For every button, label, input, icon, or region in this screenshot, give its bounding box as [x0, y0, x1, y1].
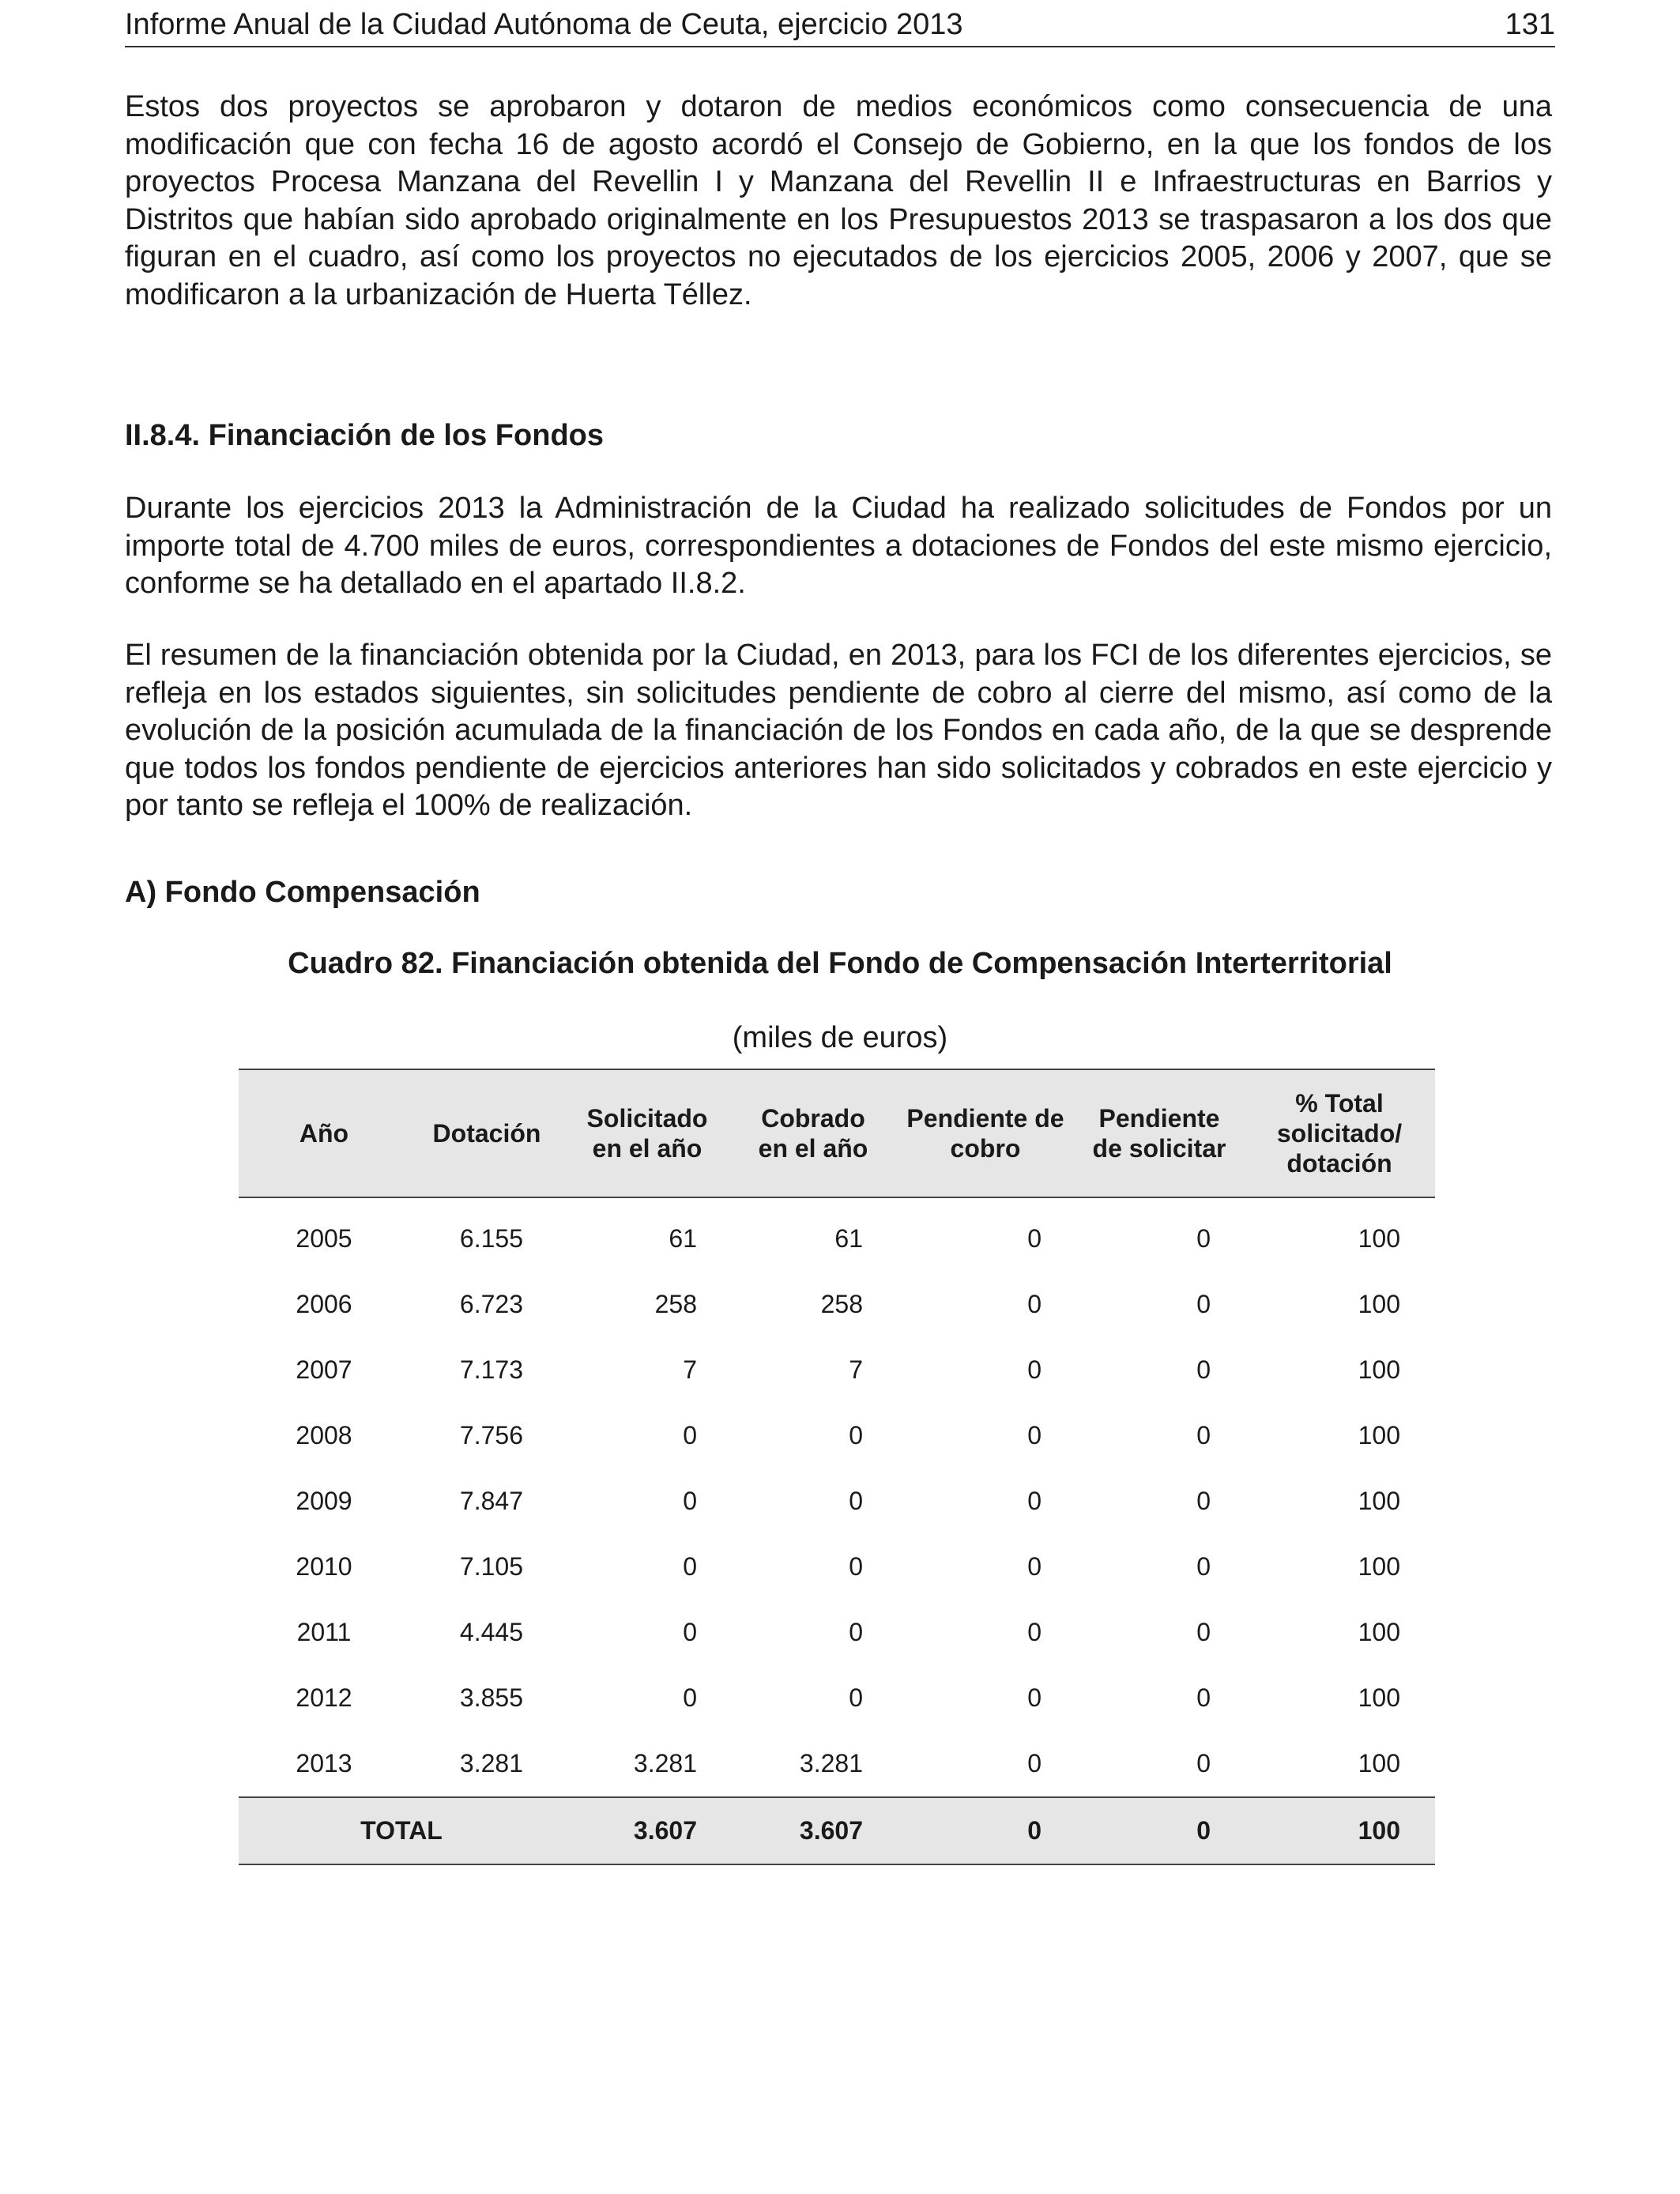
- table-row: [239, 1337, 1435, 1403]
- cell-porcentaje: 100: [1358, 1421, 1400, 1449]
- cell-cobrado: 0: [849, 1552, 863, 1581]
- cell-pendiente-solicitar: 0: [1196, 1290, 1211, 1318]
- table-row: [239, 1403, 1435, 1468]
- cell-year: 2006: [296, 1290, 352, 1318]
- cell-year: 2012: [296, 1683, 352, 1712]
- cell-porcentaje: 100: [1358, 1552, 1400, 1581]
- col-header-year: Año: [239, 1069, 409, 1197]
- cell-year: 2013: [296, 1749, 352, 1777]
- cell-cobrado: 61: [834, 1224, 863, 1253]
- total-pendiente-solicitar: 0: [1075, 1797, 1244, 1864]
- table-row: [239, 1272, 1435, 1337]
- cell-pendiente-solicitar: 0: [1196, 1683, 1211, 1712]
- cell-dotacion: 3.281: [459, 1749, 523, 1777]
- table-caption: Cuadro 82. Financiación obtenida del Fondo de Compensación Interterritorial: [288, 947, 1392, 980]
- table-row: [239, 1600, 1435, 1665]
- paragraph-projects: Estos dos proyectos se aprobaron y dotaron de medios económicos como consecuencia de una modificación que con fecha 16 de agosto acordó el Consejo de Gobierno, en la que los fondos de los proyectos Procesa Manzana del Revellin I y Manzana del Revellin II e Infraestructuras en Barrios y Distritos que habían sido aprobado originalmente en los Presupuestos 2013 se traspasaron a los dos que figuran en el cuadro, así como los proyectos no ejecutados de los ejercicios 2005, 2006 y 2007, que se modificaron a la urbanización de Huerta Téllez.: [125, 90, 1552, 311]
- cell-solicitado: 0: [683, 1552, 697, 1581]
- cell-pendiente-solicitar: 0: [1196, 1487, 1211, 1515]
- cell-pendiente-solicitar: 0: [1196, 1355, 1211, 1384]
- col-header-pendiente-cobro: Pendiente de cobro: [896, 1069, 1075, 1197]
- cell-pendiente-cobro: 0: [1027, 1749, 1042, 1777]
- cell-year: 2009: [296, 1487, 352, 1515]
- total-label: TOTAL: [239, 1797, 564, 1864]
- col-header-pendiente-solicitar: Pendiente de solicitar: [1075, 1069, 1244, 1197]
- page-number: 131: [1505, 8, 1555, 41]
- cell-cobrado: 3.281: [799, 1749, 863, 1777]
- cell-cobrado: 0: [849, 1618, 863, 1646]
- paragraph-summary: El resumen de la financiación obtenida por la Ciudad, en 2013, para los FCI de los diferentes ejercicios, se refleja en los estados siguientes, sin solicitudes pendiente de cobro al cierre del mismo, así como de la evolución de la posición acumulada de la financiación de los Fondos en cada año, de la que se desprende que todos los fondos pendiente de ejercicios anteriores han sido solicitados y cobrados en este ejercicio y por tanto se refleja el 100% de realización.: [125, 639, 1552, 822]
- cell-porcentaje: 100: [1358, 1224, 1400, 1253]
- cell-cobrado: 7: [849, 1355, 863, 1384]
- cell-solicitado: 0: [683, 1618, 697, 1646]
- cell-porcentaje: 100: [1358, 1618, 1400, 1646]
- cell-pendiente-cobro: 0: [1027, 1683, 1042, 1712]
- cell-porcentaje: 100: [1358, 1749, 1400, 1777]
- cell-pendiente-solicitar: 0: [1196, 1224, 1211, 1253]
- cell-solicitado: 0: [683, 1487, 697, 1515]
- cell-cobrado: 0: [849, 1421, 863, 1449]
- cell-year: 2007: [296, 1355, 352, 1384]
- cell-porcentaje: 100: [1358, 1290, 1400, 1318]
- table-row: [239, 1468, 1435, 1534]
- cell-porcentaje: 100: [1358, 1355, 1400, 1384]
- cell-dotacion: 7.173: [459, 1355, 523, 1384]
- cell-solicitado: 61: [669, 1224, 697, 1253]
- table-row: [239, 1665, 1435, 1731]
- cell-porcentaje: 100: [1358, 1487, 1400, 1515]
- cell-solicitado: 3.281: [633, 1749, 697, 1777]
- cell-year: 2008: [296, 1421, 352, 1449]
- cell-dotacion: 6.723: [459, 1290, 523, 1318]
- cell-dotacion: 4.445: [459, 1618, 523, 1646]
- table-row: [239, 1197, 1435, 1272]
- cell-pendiente-cobro: 0: [1027, 1552, 1042, 1581]
- col-header-solicitado: Solicitado en el año: [564, 1069, 730, 1197]
- cell-solicitado: 7: [683, 1355, 697, 1384]
- cell-dotacion: 7.756: [459, 1421, 523, 1449]
- cell-solicitado: 0: [683, 1683, 697, 1712]
- cell-year: 2010: [296, 1552, 352, 1581]
- fci-financing-table: [239, 1069, 1435, 1865]
- table-header-row: [239, 1069, 1435, 1197]
- cell-pendiente-cobro: 0: [1027, 1355, 1042, 1384]
- cell-solicitado: 258: [654, 1290, 697, 1318]
- subsection-heading: A) Fondo Compensación: [125, 876, 480, 909]
- cell-pendiente-solicitar: 0: [1196, 1749, 1211, 1777]
- cell-year: 2005: [296, 1224, 352, 1253]
- cell-year: 2011: [296, 1618, 352, 1646]
- cell-cobrado: 0: [849, 1683, 863, 1712]
- cell-pendiente-cobro: 0: [1027, 1487, 1042, 1515]
- table-total-row: [239, 1797, 1435, 1864]
- cell-pendiente-solicitar: 0: [1196, 1552, 1211, 1581]
- cell-dotacion: 3.855: [459, 1683, 523, 1712]
- cell-pendiente-solicitar: 0: [1196, 1421, 1211, 1449]
- total-porcentaje: 100: [1244, 1797, 1435, 1864]
- col-header-dotacion: Dotación: [409, 1069, 564, 1197]
- cell-porcentaje: 100: [1358, 1683, 1400, 1712]
- page-header: [125, 6, 1555, 47]
- cell-pendiente-solicitar: 0: [1196, 1618, 1211, 1646]
- cell-cobrado: 258: [820, 1290, 863, 1318]
- section-heading: II.8.4. Financiación de los Fondos: [125, 419, 604, 452]
- col-header-porcentaje: % Total solicitado/ dotación: [1244, 1069, 1435, 1197]
- col-header-cobrado: Cobrado en el año: [730, 1069, 896, 1197]
- cell-dotacion: 6.155: [459, 1224, 523, 1253]
- table-units: (miles de euros): [732, 1021, 948, 1054]
- total-solicitado: 3.607: [564, 1797, 730, 1864]
- table-row: [239, 1534, 1435, 1600]
- paragraph-requests: Durante los ejercicios 2013 la Administración de la Ciudad ha realizado solicitudes de Fondos por un importe total de 4.700 miles de euros, correspondientes a dotaciones de Fondos del este mismo ejercicio, conforme se ha detallado en el apartado II.8.2.: [125, 492, 1552, 600]
- total-cobrado: 3.607: [730, 1797, 896, 1864]
- cell-pendiente-cobro: 0: [1027, 1224, 1042, 1253]
- cell-solicitado: 0: [683, 1421, 697, 1449]
- total-pendiente-cobro: 0: [896, 1797, 1075, 1864]
- cell-cobrado: 0: [849, 1487, 863, 1515]
- cell-pendiente-cobro: 0: [1027, 1290, 1042, 1318]
- cell-dotacion: 7.105: [459, 1552, 523, 1581]
- table-row: [239, 1731, 1435, 1797]
- cell-pendiente-cobro: 0: [1027, 1618, 1042, 1646]
- cell-pendiente-cobro: 0: [1027, 1421, 1042, 1449]
- report-title: Informe Anual de la Ciudad Autónoma de Ceuta, ejercicio 2013: [125, 8, 963, 41]
- cell-dotacion: 7.847: [459, 1487, 523, 1515]
